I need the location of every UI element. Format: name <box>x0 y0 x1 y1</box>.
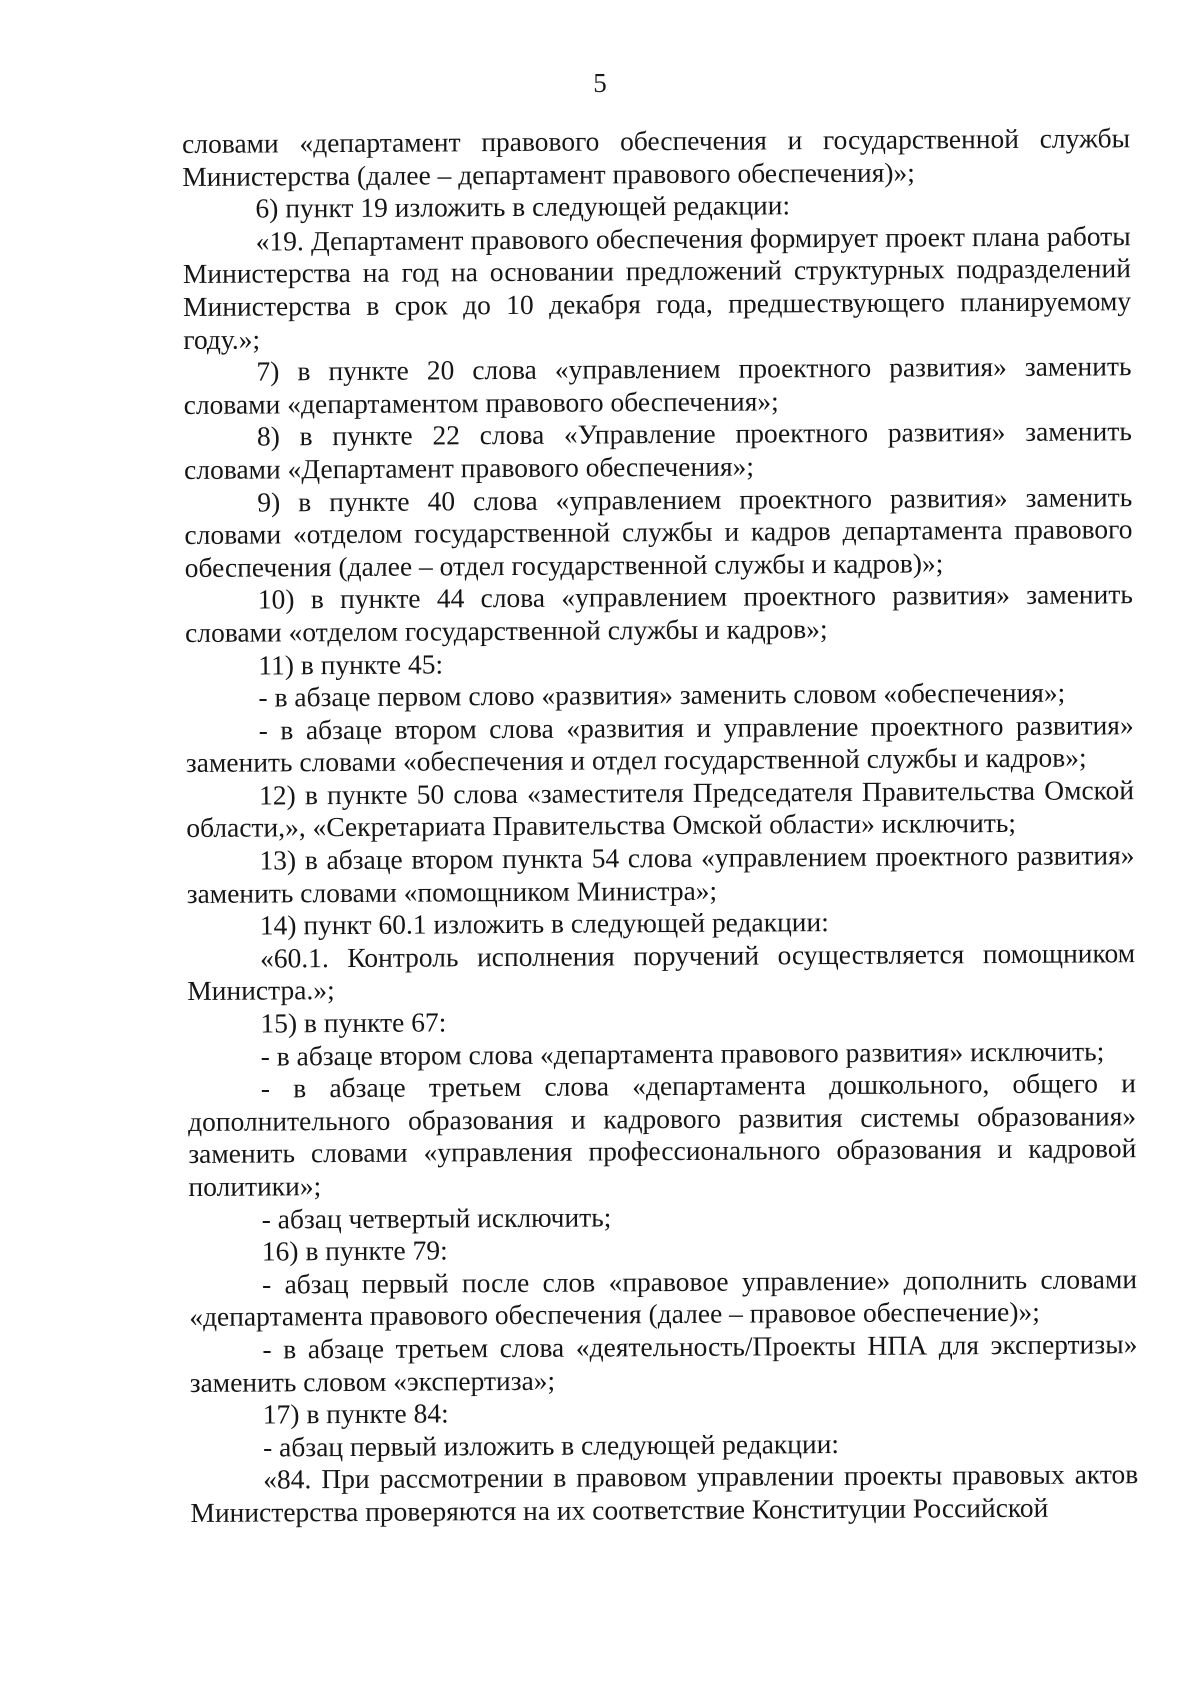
paragraph: 9) в пункте 40 слова «управлением проектного развития» заменить словами «отделом государственной службы и кадров департамента правового обеспечения (далее – отдел государственной службы и кадров)»; <box>184 480 1133 583</box>
paragraph: 7) в пункте 20 слова «управлением проектного развития» заменить словами «департаментом правового обеспечения»; <box>183 350 1132 420</box>
paragraph: 8) в пункте 22 слова «Управление проектного развития» заменить словами «Департамент правового обеспечения»; <box>183 415 1132 485</box>
paragraph: «84. При рассмотрении в правовом управлении проекты правовых актов Министерства проверяются на их соответствие Конституции Российской <box>190 1458 1139 1528</box>
paragraph: 12) в пункте 50 слова «заместителя Председателя Правительства Омской области,», «Секретариата Правительства Омской области» исключить; <box>186 774 1135 844</box>
paragraph: 11) в пункте 45: <box>258 647 444 681</box>
paragraph: - в абзаце первом слово «развития» заменить словом «обеспечения»; <box>258 676 1066 713</box>
page-number: 5 <box>593 68 607 98</box>
paragraph: 10) в пункте 44 слова «управлением проектного развития» заменить словами «отделом государственной службы и кадров»; <box>184 578 1133 648</box>
paragraph: - абзац четвертый исключить; <box>261 1200 612 1235</box>
paragraph: 15) в пункте 67: <box>260 1006 447 1039</box>
paragraph: 13) в абзаце втором пункта 54 слова «управлением проектного развития» заменить словами «помощником Министра»; <box>186 839 1135 909</box>
paragraph: «60.1. Контроль исполнения поручений осуществляется помощником Министра.»; <box>187 937 1136 1007</box>
paragraph: - в абзаце третьем слова «департамента дошкольного, общего и дополнительного образования и кадрового развития системы образования» заменить словами «управления профессионального образования и кадровой политики»; <box>187 1067 1137 1202</box>
paragraph: «19. Департамент правового обеспечения формирует проект плана работы Министерства на год на основании предложений структурных подразделений Министерства в срок до 10 декабря года, предшествующего планируемому году.»; <box>182 219 1132 355</box>
paragraph: - в абзаце втором слова «развития и управление проектного развития» заменить словами «обеспечения и отдел государственной службы и кадров»; <box>185 708 1134 779</box>
paragraph: 14) пункт 60.1 изложить в следующей редакции: <box>259 906 829 941</box>
paragraph: - в абзаце третьем слова «деятельность/Проекты НПА для экспертизы» заменить словом «экспертиза»; <box>189 1328 1138 1398</box>
paragraph: - в абзаце втором слова «департамента правового развития» исключить; <box>260 1035 1105 1072</box>
paragraph: 6) пункт 19 изложить в следующей редакции: <box>255 189 791 224</box>
document-body <box>182 122 1139 1529</box>
paragraph: - абзац первый после слов «правовое управление» дополнить словами «департамента правового обеспечения (далее – правовое обеспечение)»; <box>189 1262 1138 1333</box>
paragraph: словами «департамент правового обеспечения и государственной службы Министерства (далее – департамент правового обеспечения)»; <box>182 122 1131 192</box>
paragraph: 17) в пункте 84: <box>262 1397 449 1430</box>
paragraph: 16) в пункте 79: <box>261 1234 448 1267</box>
paragraph: - абзац первый изложить в следующей редакции: <box>262 1427 840 1463</box>
